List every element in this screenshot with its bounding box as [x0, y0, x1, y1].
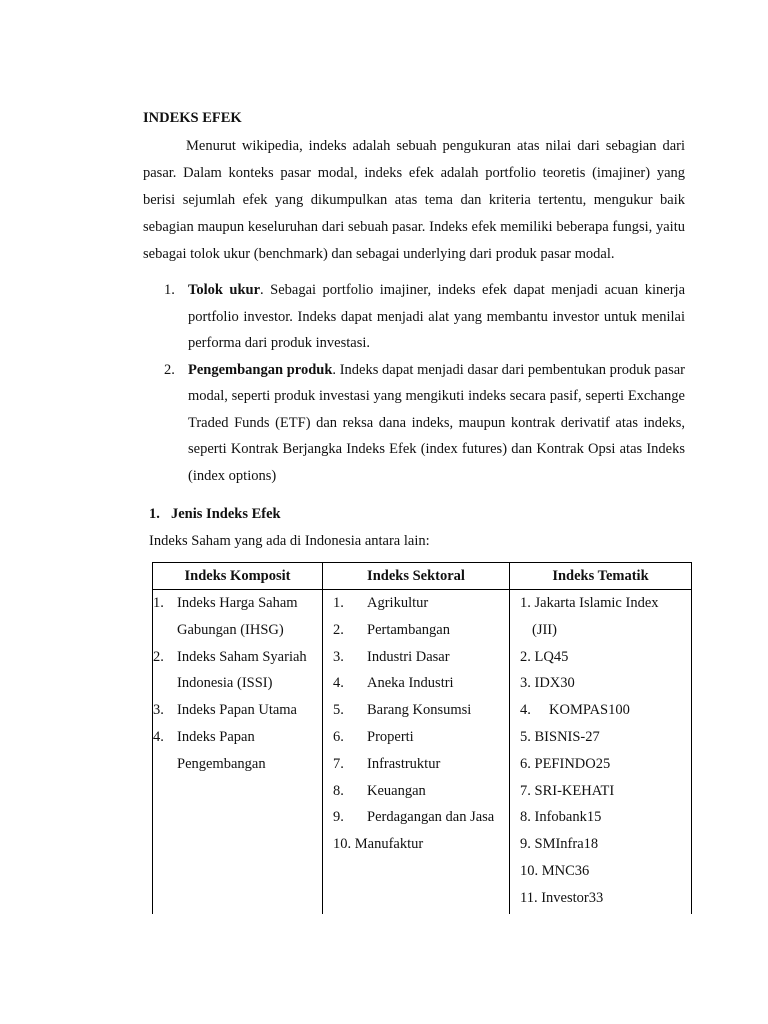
list-item: 4. KOMPAS100 — [520, 702, 630, 719]
item-number: 3. — [333, 648, 344, 665]
list-item — [153, 590, 322, 617]
item-text: Aneka Industri — [367, 675, 454, 692]
item-text: Indeks Saham Syariah — [177, 648, 307, 665]
item-text: Indeks Papan — [177, 728, 255, 745]
item-text: Indeks Harga Saham — [177, 595, 298, 611]
item-text: Infrastruktur — [367, 755, 441, 772]
list-item: 8. Infobank15 — [520, 809, 602, 826]
komposit-cell — [153, 590, 323, 915]
tematik-list — [510, 590, 691, 912]
item-number: 3. — [153, 702, 164, 719]
list-item-continuation — [153, 617, 322, 644]
function-item — [143, 357, 685, 490]
list-item — [323, 590, 509, 617]
item-number: 9. — [333, 809, 344, 826]
list-item: 10. MNC36 — [520, 862, 590, 879]
list-item — [323, 804, 509, 831]
item-text: Indonesia (ISSI) — [177, 675, 273, 692]
list-item: 2. LQ45 — [520, 648, 569, 665]
section-subtitle: Indeks Saham yang ada di Indonesia antara lain: — [149, 533, 430, 549]
function-term: Tolok ukur — [188, 282, 261, 298]
function-text: . Sebagai portfolio imajiner, indeks efek dapat menjadi acuan kinerja portfolio investor. Indeks dapat menjadi alat yang membantu investor untuk menilai performa dari produk investasi. — [188, 282, 685, 351]
header-sektoral: Indeks Sektoral — [323, 563, 510, 590]
list-item — [153, 644, 322, 671]
item-text: Barang Konsumsi — [367, 702, 472, 719]
list-item — [153, 697, 322, 724]
list-item: 6. PEFINDO25 — [520, 755, 611, 772]
item-text: Agrikultur — [367, 595, 429, 611]
item-text: Pertambangan — [367, 621, 450, 638]
komposit-list — [153, 590, 322, 778]
list-item: 11. Investor33 — [520, 889, 604, 906]
table-header-row — [153, 563, 692, 590]
item-text: Industri Dasar — [367, 648, 450, 665]
function-number: 2. — [164, 361, 175, 378]
item-number: 7. — [333, 755, 344, 772]
item-text: Gabungan (IHSG) — [177, 621, 284, 638]
item-number: 6. — [333, 728, 344, 745]
header-tematik: Indeks Tematik — [510, 563, 692, 590]
header-komposit: Indeks Komposit — [153, 563, 323, 590]
item-number: 1. — [333, 595, 344, 611]
item-number: 1. — [153, 595, 164, 611]
function-text: . Indeks dapat menjadi dasar dari pembentukan produk pasar modal, seperti produk investasi yang mengikuti indeks secara pasif, seperti Exchange Traded Funds (ETF) dan reksa dana indeks, maupun kontrak derivatif atas indeks, seperti Kontrak Berjangka Indeks Efek (index futures) dan Kontrak Opsi atas Indeks (index options) — [188, 361, 685, 484]
list-item: 9. SMInfra18 — [520, 836, 599, 853]
function-item — [143, 277, 685, 357]
item-text: Indeks Papan Utama — [177, 702, 297, 719]
item-number: 4. — [153, 728, 164, 745]
item-number: 8. — [333, 782, 344, 799]
list-item: 10. Manufaktur — [333, 836, 424, 853]
section-title-text: Jenis Indeks Efek — [171, 506, 281, 522]
item-text: Perdagangan dan Jasa — [367, 809, 495, 826]
item-number: 2. — [153, 648, 164, 665]
section-title — [149, 506, 281, 523]
item-text: Pengembangan — [177, 755, 266, 772]
list-item — [153, 724, 322, 751]
table-row — [153, 590, 692, 915]
list-item — [323, 670, 509, 697]
list-item: 7. SRI-KEHATI — [520, 782, 615, 799]
list-item-continuation: (JII) — [532, 621, 557, 638]
item-number: 5. — [333, 702, 344, 719]
function-list — [143, 277, 685, 489]
list-item — [323, 617, 509, 644]
intro-paragraph: Menurut wikipedia, indeks adalah sebuah pengukuran atas nilai dari sebagian dari pasar. Dalam konteks pasar modal, indeks efek adalah portfolio teoretis (imajiner) yang berisi sejumlah efek yang dikumpulkan atas tema dan kriteria tertentu, mengukur baik sebagian maupun keseluruhan dari sebuah pasar. Indeks efek memiliki beberapa fungsi, yaitu sebagai tolok ukur (benchmark) dan sebagai underlying dari produk pasar modal. — [143, 138, 685, 262]
list-item — [323, 697, 509, 724]
page-heading: INDEKS EFEK — [143, 110, 242, 126]
list-item — [323, 644, 509, 671]
index-table — [152, 562, 692, 914]
list-item-continuation — [153, 670, 322, 697]
list-item-continuation — [153, 751, 322, 778]
list-item — [323, 724, 509, 751]
list-item — [323, 751, 509, 778]
item-text: Keuangan — [367, 782, 426, 799]
item-number: 2. — [333, 621, 344, 638]
function-term: Pengembangan produk — [188, 361, 333, 378]
item-number: 4. — [333, 675, 344, 692]
sektoral-list — [323, 590, 509, 858]
list-item: 1. Jakarta Islamic Index — [520, 595, 659, 611]
section-number: 1. — [149, 506, 160, 522]
function-number: 1. — [164, 282, 175, 298]
tematik-cell — [510, 590, 692, 915]
item-text: Properti — [367, 728, 414, 745]
list-item: 5. BISNIS-27 — [520, 728, 600, 745]
list-item — [323, 778, 509, 805]
list-item: 3. IDX30 — [520, 675, 575, 692]
sektoral-cell — [323, 590, 510, 915]
